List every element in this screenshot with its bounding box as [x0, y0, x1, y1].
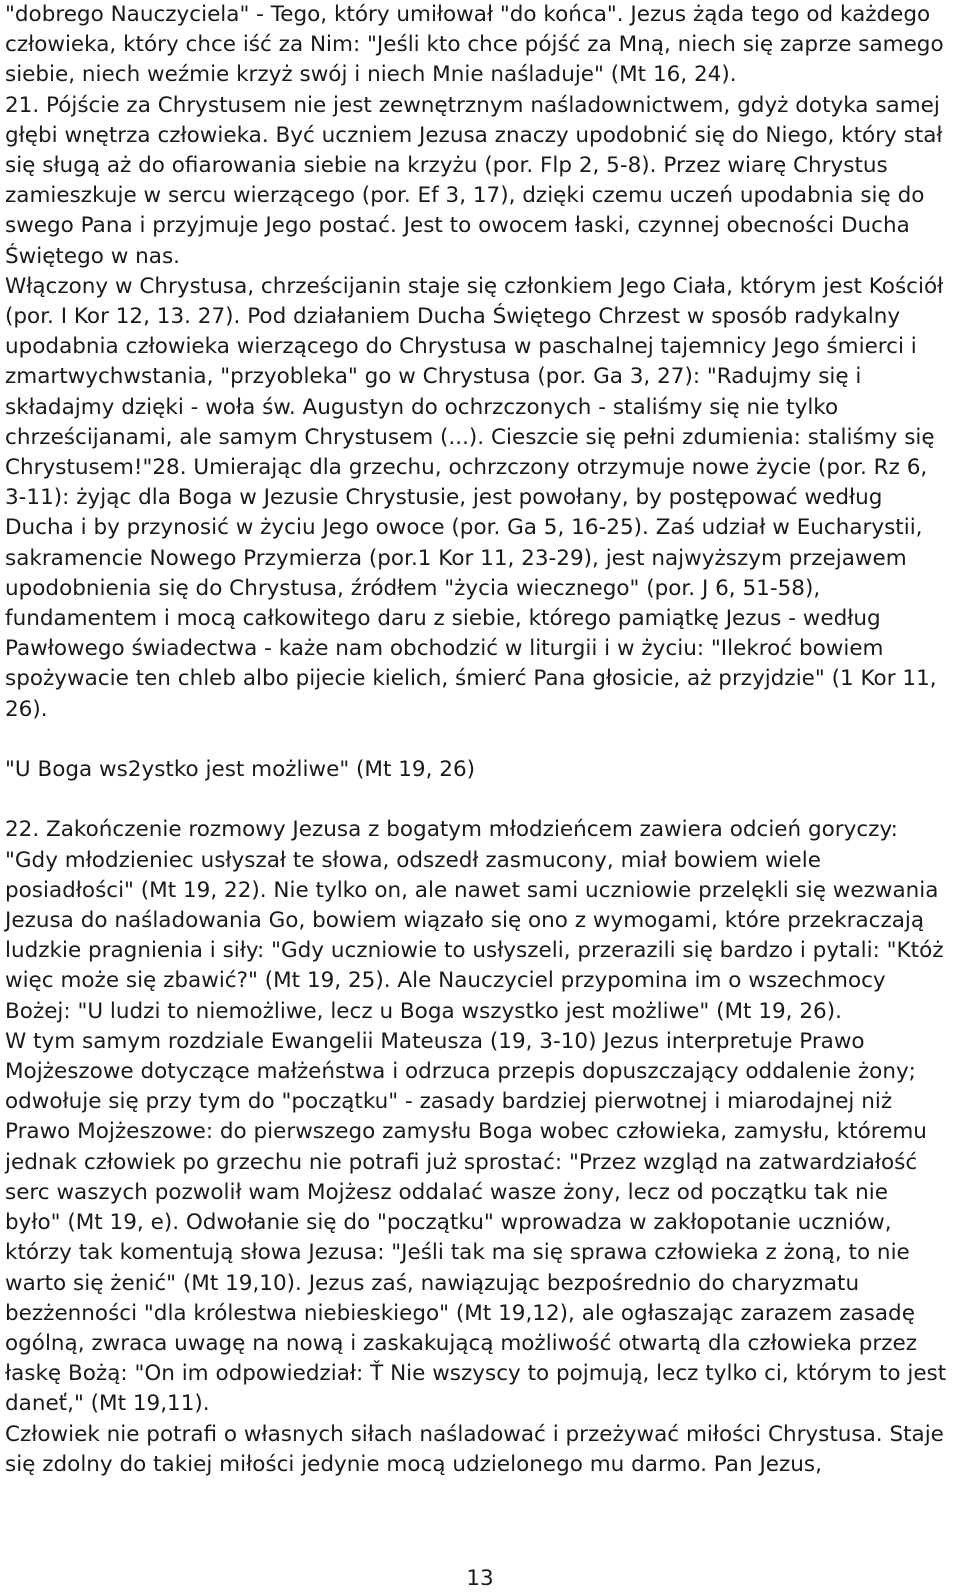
paragraph-21: 21. Pójście za Chrystusem nie jest zewnętrznym naśladownictwem, gdyż dotyka samej głębi wnętrza człowieka. Być uczniem Jezusa znaczy upodobnić się do Niego, który stał się sługą aż do ofiarowania siebie na krzyżu (por. Flp 2, 5-8). Przez wiarę Chrystus zamieszkuje w sercu wierzącego (por. Ef 3, 17), dzięki czemu uczeń upodabnia się do swego Pana i przyjmuje Jego postać. Jest to owocem łaski, czynnej obecności Ducha Świętego w nas.: [5, 92, 943, 269]
page-number: 13: [466, 1566, 494, 1591]
document-page: [5, 0, 950, 1480]
paragraph-closing: Człowiek nie potrafi o własnych siłach naśladować i przeżywać miłości Chrystusa. Staje się zdolny do takiej miłości jedynie mocą udzielonego mu darmo. Pan Jezus,: [5, 1421, 944, 1477]
paragraph-spacer: [5, 785, 950, 815]
paragraph-22: 22. Zakończenie rozmowy Jezusa z bogatym młodzieńcem zawiera odcień goryczy: "Gdy młodzieniec usłyszał te słowa, odszedł zasmucony, miał bowiem wiele posiadłości" (Mt 19, 22). Nie tylko on, ale nawet sami uczniowie przelękli się wezwania Jezusa do naśladowania Go, bowiem wiązało się ono z wymogami, które przekraczają ludzkie pragnienia i siły: "Gdy uczniowie to usłyszeli, przerazili się bardzo i pytali: "Któż więc może się zbawić?" (Mt 19, 25). Ale Nauczyciel przypomina im o wszechmocy Bożej: "U ludzi to niemożliwe, lecz u Boga wszystko jest możliwe" (Mt 19, 26).: [5, 817, 944, 1024]
section-heading: "U Boga ws2ystko jest możliwe" (Mt 19, 26): [5, 757, 476, 783]
paragraph-baptism-eucharist: Włączony w Chrystusa, chrześcijanin staje się członkiem Jego Ciała, którym jest Kościół (por. I Kor 12, 13. 27). Pod działaniem Ducha Świętego Chrzest w sposób radykalny upodabnia człowieka wierzącego do Chrystusa w paschalnej tajemnicy Jego śmierci i zmartwychwstania, "przyobleka" go w Chrystusa (por. Ga 3, 27): "Radujmy się i składajmy dzięki - woła św. Augustyn do ochrzczonych - staliśmy się nie tylko chrześcijanami, ale samym Chrystusem (...). Cieszcie się pełni zdumienia: staliśmy się Chrystusem!"28. Umierając dla grzechu, ochrzczony otrzymuje nowe życie (por. Rz 6, 3-11): żyjąc dla Boga w Jezusie Chrystusie, jest powołany, by postępować według Ducha i by przynosić w życiu Jego owoce (por. Ga 5, 16-25). Zaś udział w Eucharystii, sakramencie Nowego Przymierza (por.1 Kor 11, 23-29), jest najwyższym przejawem upodobnienia się do Chrystusa, źródłem "życia wiecznego" (por. J 6, 51-58), fundamentem i mocą całkowitego daru z siebie, którego pamiątkę Jezus - według Pawłowego świadectwa - każe nam obchodzić w liturgii i w życiu: "Ilekroć bowiem spożywacie ten chleb albo pijecie kielich, śmierć Pana głosicie, aż przyjdzie" (1 Kor 11, 26).: [5, 273, 944, 722]
paragraph-intro-continued: "dobrego Nauczyciela" - Tego, który umiłował "do końca". Jezus żąda tego od każdego człowieka, który chce iść za Nim: "Jeśli kto chce pójść za Mną, niech się zaprze samego siebie, niech weźmie krzyż swój i niech Mnie naśladuje" (Mt 16, 24).: [5, 2, 944, 88]
paragraph-marriage: W tym samym rozdziale Ewangelii Mateusza (19, 3-10) Jezus interpretuje Prawo Mojżeszowe dotyczące małżeństwa i odrzuca przepis dopuszczający oddalenie żony; odwołuje się przy tym do "początku" - zasady bardziej pierwotnej i miarodajnej niż Prawo Mojżeszowe: do pierwszego zamysłu Boga wobec człowieka, zamysłu, któremu jednak człowiek po grzechu nie potrafi już sprostać: "Przez wzgląd na zatwardziałość serc waszych pozwolił wam Mojżesz oddalać wasze żony, lecz od początku tak nie było" (Mt 19, e). Odwołanie się do "początku" wprowadza w zakłopotanie uczniów, którzy tak komentują słowa Jezusa: "Jeśli tak ma się sprawa człowieka z żoną, to nie warto się żenić" (Mt 19,10). Jezus zaś, nawiązując bezpośrednio do charyzmatu bezżenności "dla królestwa niebieskiego" (Mt 19,12), ale ogłaszając zarazem zasadę ogólną, zwraca uwagę na nową i zaskakującą możliwość otwartą dla człowieka przez łaskę Bożą: "On im odpowiedział: Ť Nie wszyscy to pojmują, lecz tylko ci, którym to jest daneť," (Mt 19,11).: [5, 1028, 947, 1417]
paragraph-spacer: [5, 725, 950, 755]
